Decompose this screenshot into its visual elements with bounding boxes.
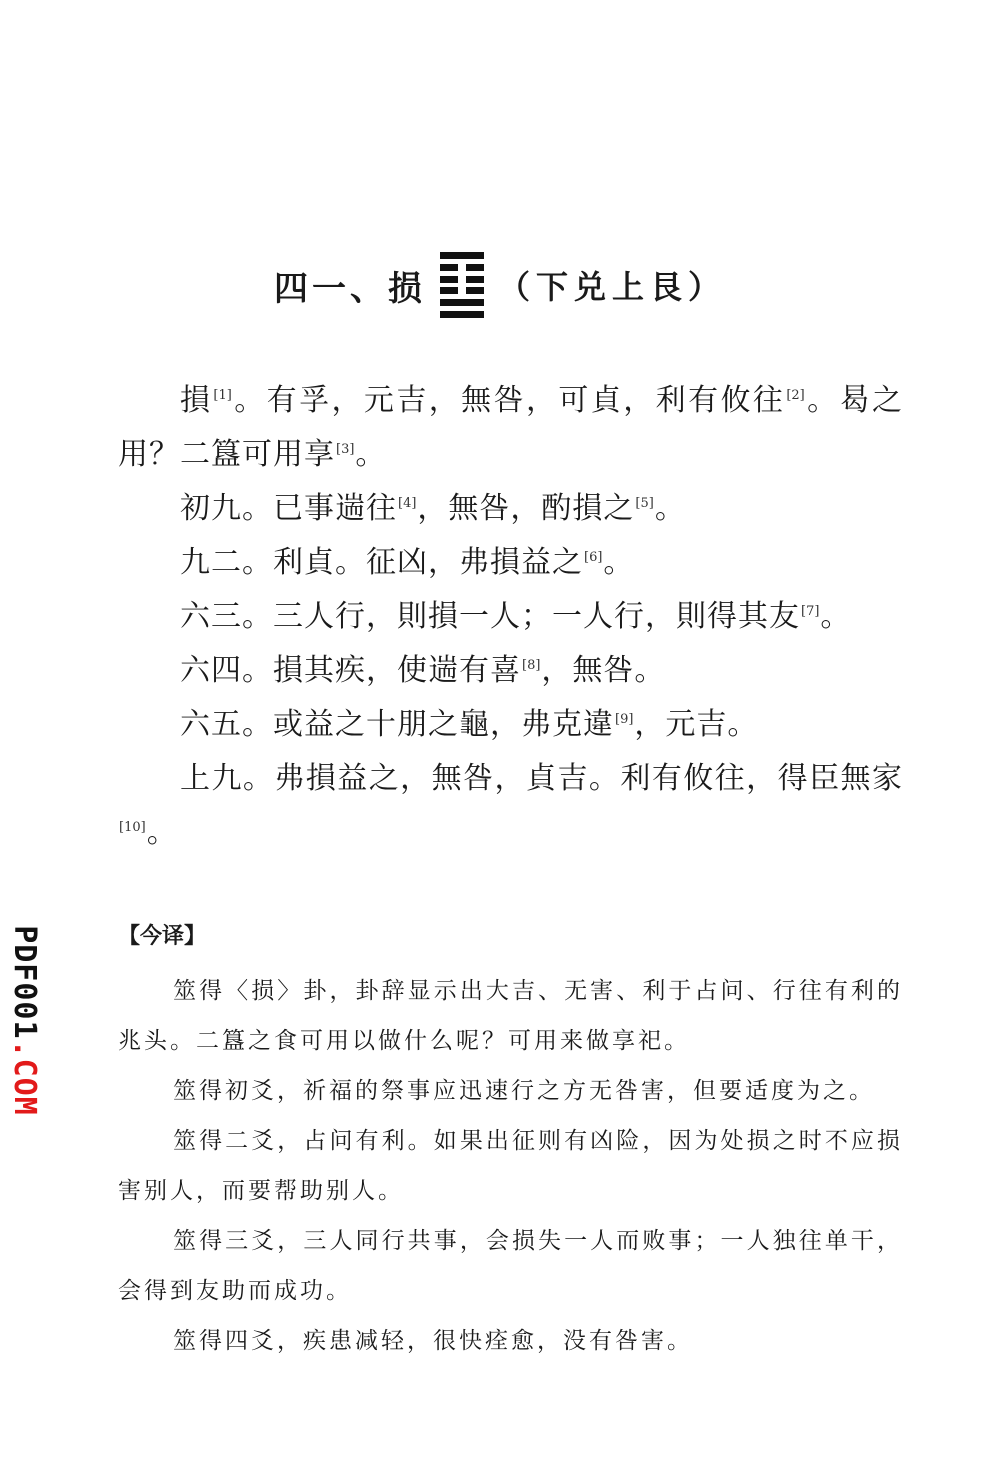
classic-text-run: 。 [146, 815, 178, 850]
footnote-marker: [8] [522, 658, 541, 673]
classic-text-run: ，無咎。 [541, 653, 666, 688]
classic-text-run: ，無咎，酌損之 [417, 491, 635, 526]
classic-text-run: 六四。損其疾，使遄有喜 [180, 653, 521, 688]
footnote-marker: [9] [615, 712, 634, 727]
translation-heading: 【今译】 [118, 924, 207, 949]
classic-text-run: 。曷之用？二簋可用享 [118, 383, 904, 472]
hexagram-sun-icon [440, 250, 484, 320]
classic-paragraph [118, 536, 903, 590]
classic-paragraph [118, 644, 903, 698]
translation-paragraph: 筮得〈损〉卦，卦辞显示出大吉、无害、利于占问、行往有利的兆头。二簋之食可用以做什么呢？可用来做享祀。 [118, 978, 903, 1054]
classic-paragraph [118, 482, 903, 536]
classic-text-run: 六五。或益之十朋之龜，弗克違 [180, 707, 614, 742]
watermark [4, 925, 44, 1115]
classic-text-run: 。 [603, 545, 635, 580]
hexagram-line-yang [440, 252, 484, 259]
classic-paragraph [118, 698, 903, 752]
translation-paragraph: 筮得初爻，祈福的祭事应迅速行之方无咎害，但要适度为之。 [173, 1078, 875, 1104]
chapter-title-main: 四一、损 [273, 268, 426, 309]
footnote-marker: [3] [336, 442, 355, 457]
watermark-part2: .COM [6, 1039, 42, 1116]
hexagram-line-yin [440, 276, 484, 283]
translation-paragraph: 筮得四爻，疾患减轻，很快痊愈，没有咎害。 [173, 1328, 693, 1354]
classic-text-run: 六三。三人行，則損一人；一人行，則得其友 [180, 599, 800, 634]
hexagram-line-yang [440, 311, 484, 318]
footnote-marker: [4] [398, 496, 417, 511]
watermark-text [7, 925, 42, 1116]
footnote-marker: [1] [213, 388, 232, 403]
hexagram-line-yang [440, 299, 484, 306]
footnote-marker: [5] [635, 496, 654, 511]
classic-text [118, 374, 903, 860]
classic-text-run: 。有孚，元吉，無咎，可貞，利有攸往 [232, 383, 786, 418]
classic-text-run: 。 [355, 437, 387, 472]
translation-paragraph: 筮得三爻，三人同行共事，会损失一人而败事；一人独往单干，会得到友助而成功。 [118, 1228, 903, 1304]
classic-paragraph [118, 374, 903, 482]
footnote-marker: [10] [119, 820, 146, 835]
footnote-marker: [6] [584, 550, 603, 565]
classic-paragraph [118, 590, 903, 644]
hexagram-line-yin [440, 264, 484, 271]
hexagram-line-yin [440, 287, 484, 294]
translation-section [118, 918, 903, 1366]
classic-text-run: 損 [180, 383, 213, 418]
footnote-marker: [2] [786, 388, 805, 403]
classic-text-run: ，元吉。 [634, 707, 759, 742]
translation-body [118, 966, 903, 1366]
chapter-title [0, 250, 1000, 320]
footnote-marker: [7] [801, 604, 820, 619]
chapter-title-trigrams: （下兑上艮） [497, 268, 726, 306]
classic-paragraph [118, 752, 903, 860]
classic-text-run: 。 [820, 599, 852, 634]
classic-text-run: 。 [654, 491, 686, 526]
translation-paragraph: 筮得二爻，占问有利。如果出征则有凶险，因为处损之时不应损害别人，而要帮助别人。 [118, 1128, 903, 1204]
classic-text-run: 九二。利貞。征凶，弗損益之 [180, 545, 583, 580]
classic-text-run: 上九。弗損益之，無咎，貞吉。利有攸往，得臣無家 [180, 761, 903, 796]
classic-text-run: 初九。已事遄往 [180, 491, 397, 526]
watermark-part1: PDF001 [6, 924, 42, 1040]
